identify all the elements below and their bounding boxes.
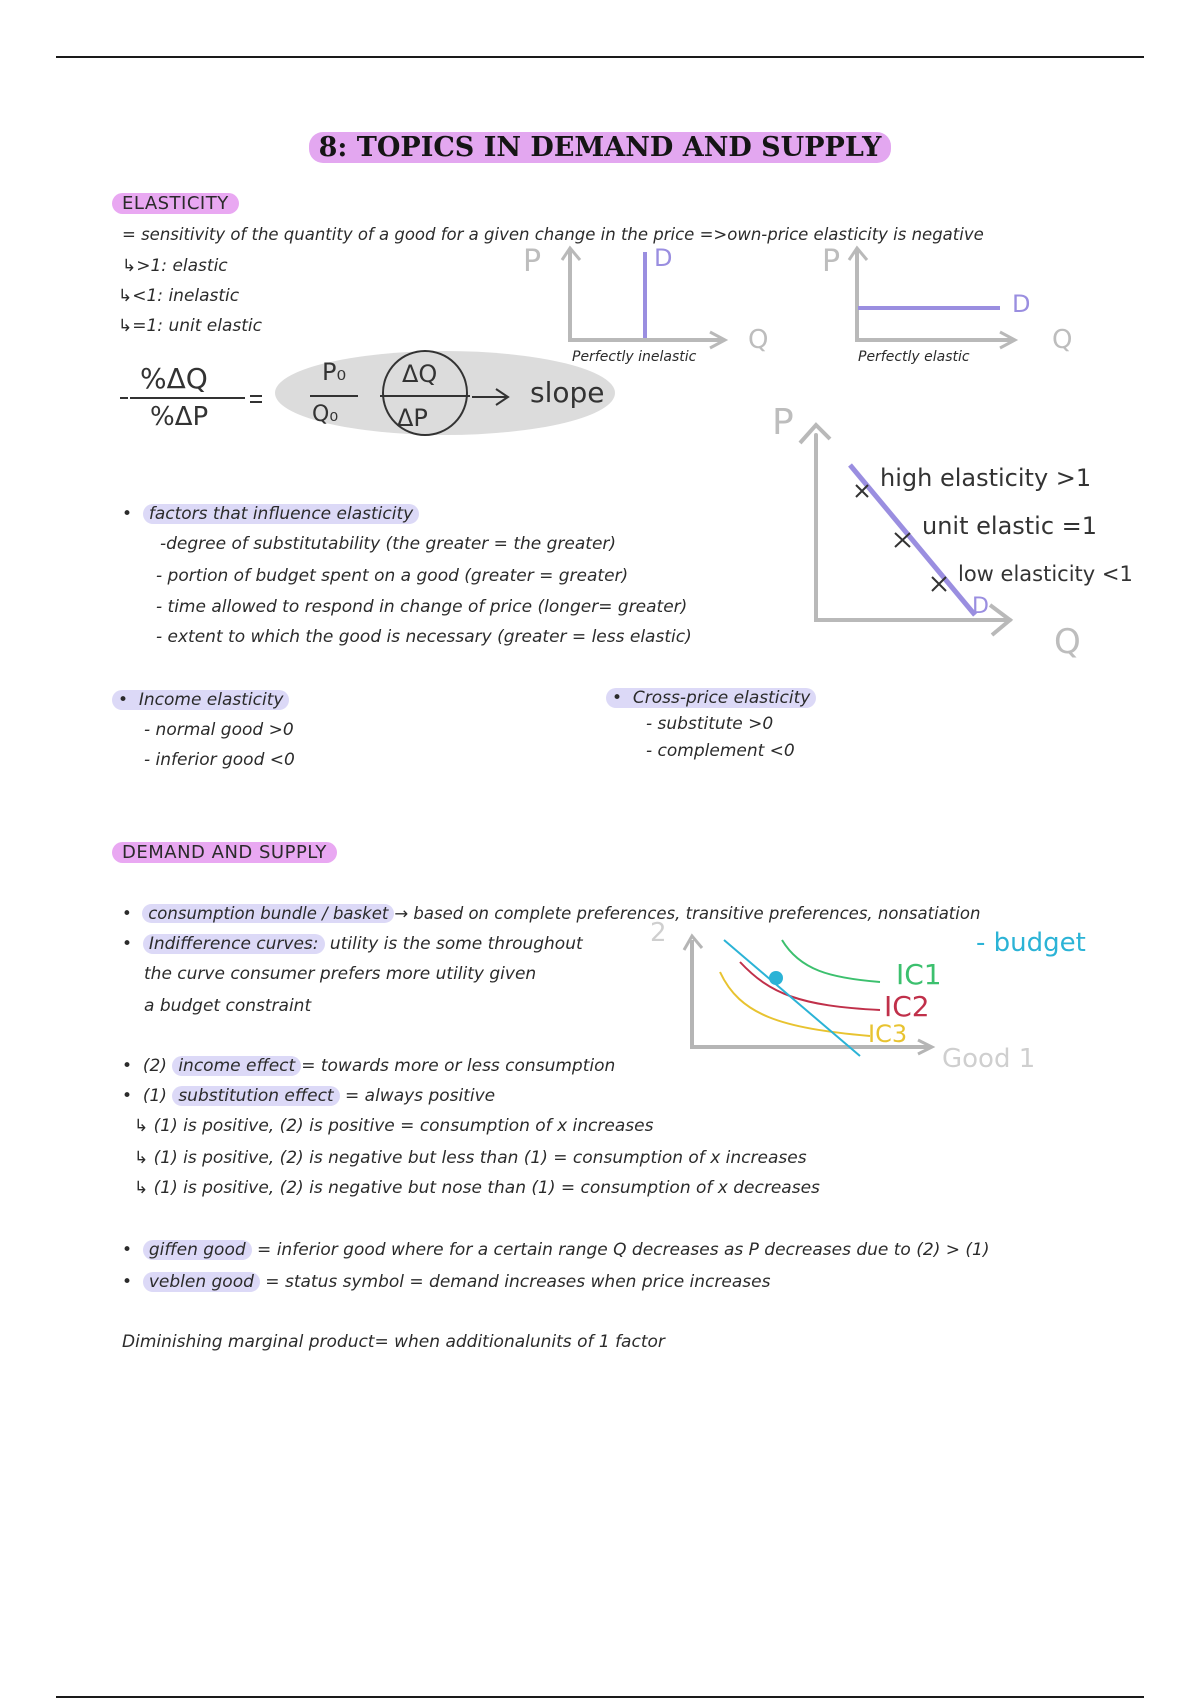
arrow-inelastic: ↳<1: inelastic xyxy=(118,286,240,306)
inelastic-caption: Perfectly inelastic xyxy=(572,349,697,365)
formula-numerator: %ΔQ xyxy=(140,362,208,395)
elasticity-definition: = sensitivity of the quantity of a good for a given change in the price =>own-price elasticity is negative xyxy=(122,225,984,244)
effect-case: ↳ (1) is positive, (2) is negative but nose than (1) = consumption of x decreases xyxy=(134,1178,820,1198)
ic2-curve xyxy=(740,962,880,1010)
veblen-good-line: • veblen good = status symbol = demand increases when price increases xyxy=(122,1272,771,1292)
cross-price-title: • Cross-price elasticity xyxy=(606,688,816,708)
elastic-p-label: P xyxy=(822,244,841,279)
formula-slope: slope xyxy=(530,376,605,409)
bottom-rule xyxy=(56,1696,1144,1698)
indifference-graph xyxy=(680,920,980,1070)
consumption-bundle-line: • consumption bundle / basket → based on complete preferences, transitive preferences, nonsatiation xyxy=(122,904,981,923)
ic1-label: IC1 xyxy=(896,958,942,991)
elastic-q-label: Q xyxy=(1052,325,1073,355)
factor-item: -degree of substitutability (the greater = the greater) xyxy=(160,534,617,554)
formula-q0: Q₀ xyxy=(312,402,339,427)
optimum-point xyxy=(769,971,783,985)
elastic-caption: Perfectly elastic xyxy=(858,349,970,365)
ic-y-label: 2 xyxy=(650,918,667,948)
page-title: 8: TOPICS IN DEMAND AND SUPPLY xyxy=(0,132,1200,163)
formula-dq: ΔQ xyxy=(402,360,438,388)
ic1-curve xyxy=(782,940,880,982)
formula-denominator: %ΔP xyxy=(150,402,209,432)
top-rule xyxy=(56,56,1144,58)
ic2-label: IC2 xyxy=(884,990,930,1023)
income-effect-line: • (2) income effect = towards more or less consumption xyxy=(122,1056,616,1076)
budget-line xyxy=(724,940,860,1056)
arrow-unit: ↳=1: unit elastic xyxy=(118,316,262,336)
income-item: - normal good >0 xyxy=(144,720,294,740)
inelastic-d-label: D xyxy=(654,244,673,272)
ic-line3: a budget constraint xyxy=(144,996,312,1016)
ic-x-label: Good 1 xyxy=(942,1044,1036,1074)
demand-d-label: D xyxy=(972,594,989,619)
indifference-curves-line: • Indifference curves: utility is the some throughout xyxy=(122,934,583,954)
budget-legend: - budget xyxy=(976,928,1086,958)
arrow-elastic: ↳>1: elastic xyxy=(122,256,228,276)
ic3-curve xyxy=(720,972,870,1036)
demand-q-label: Q xyxy=(1054,622,1081,662)
factors-title: • factors that influence elasticity xyxy=(122,504,419,524)
cross-item: - complement <0 xyxy=(646,741,795,761)
diminishing-marginal-product: Diminishing marginal product= when additionalunits of 1 factor xyxy=(122,1332,665,1352)
factor-item: - time allowed to respond in change of price (longer= greater) xyxy=(156,597,688,617)
effect-case: ↳ (1) is positive, (2) is negative but less than (1) = consumption of x increases xyxy=(134,1148,807,1168)
ic3-label: IC3 xyxy=(868,1020,908,1048)
substitution-effect-line: • (1) substitution effect = always positive xyxy=(122,1086,496,1106)
elastic-d-label: D xyxy=(1012,290,1031,318)
giffen-good-line: • giffen good = inferior good where for a certain range Q decreases as P decreases due to (2) > (1) xyxy=(122,1240,990,1260)
low-elasticity-label: low elasticity <1 xyxy=(958,562,1133,586)
income-elasticity-title: • Income elasticity xyxy=(112,690,289,710)
demand-p-label: P xyxy=(772,402,794,443)
inelastic-p-label: P xyxy=(523,244,542,279)
inelastic-q-label: Q xyxy=(748,325,769,355)
high-elasticity-label: high elasticity >1 xyxy=(880,464,1092,492)
factor-item: - portion of budget spent on a good (greater = greater) xyxy=(156,566,629,586)
unit-elastic-label: unit elastic =1 xyxy=(922,512,1098,540)
demand-supply-heading: DEMAND AND SUPPLY xyxy=(112,842,337,863)
formula-dp: ΔP xyxy=(397,404,428,432)
ic-line2: the curve consumer prefers more utility given xyxy=(144,964,537,984)
income-item: - inferior good <0 xyxy=(144,750,295,770)
elasticity-heading: ELASTICITY xyxy=(112,193,239,214)
formula-p0: P₀ xyxy=(322,358,347,386)
demand-elasticity-graph xyxy=(770,405,1100,675)
cross-item: - substitute >0 xyxy=(646,714,774,734)
effect-case: ↳ (1) is positive, (2) is positive = consumption of x increases xyxy=(134,1116,654,1136)
factor-item: - extent to which the good is necessary (greater = less elastic) xyxy=(156,627,692,647)
